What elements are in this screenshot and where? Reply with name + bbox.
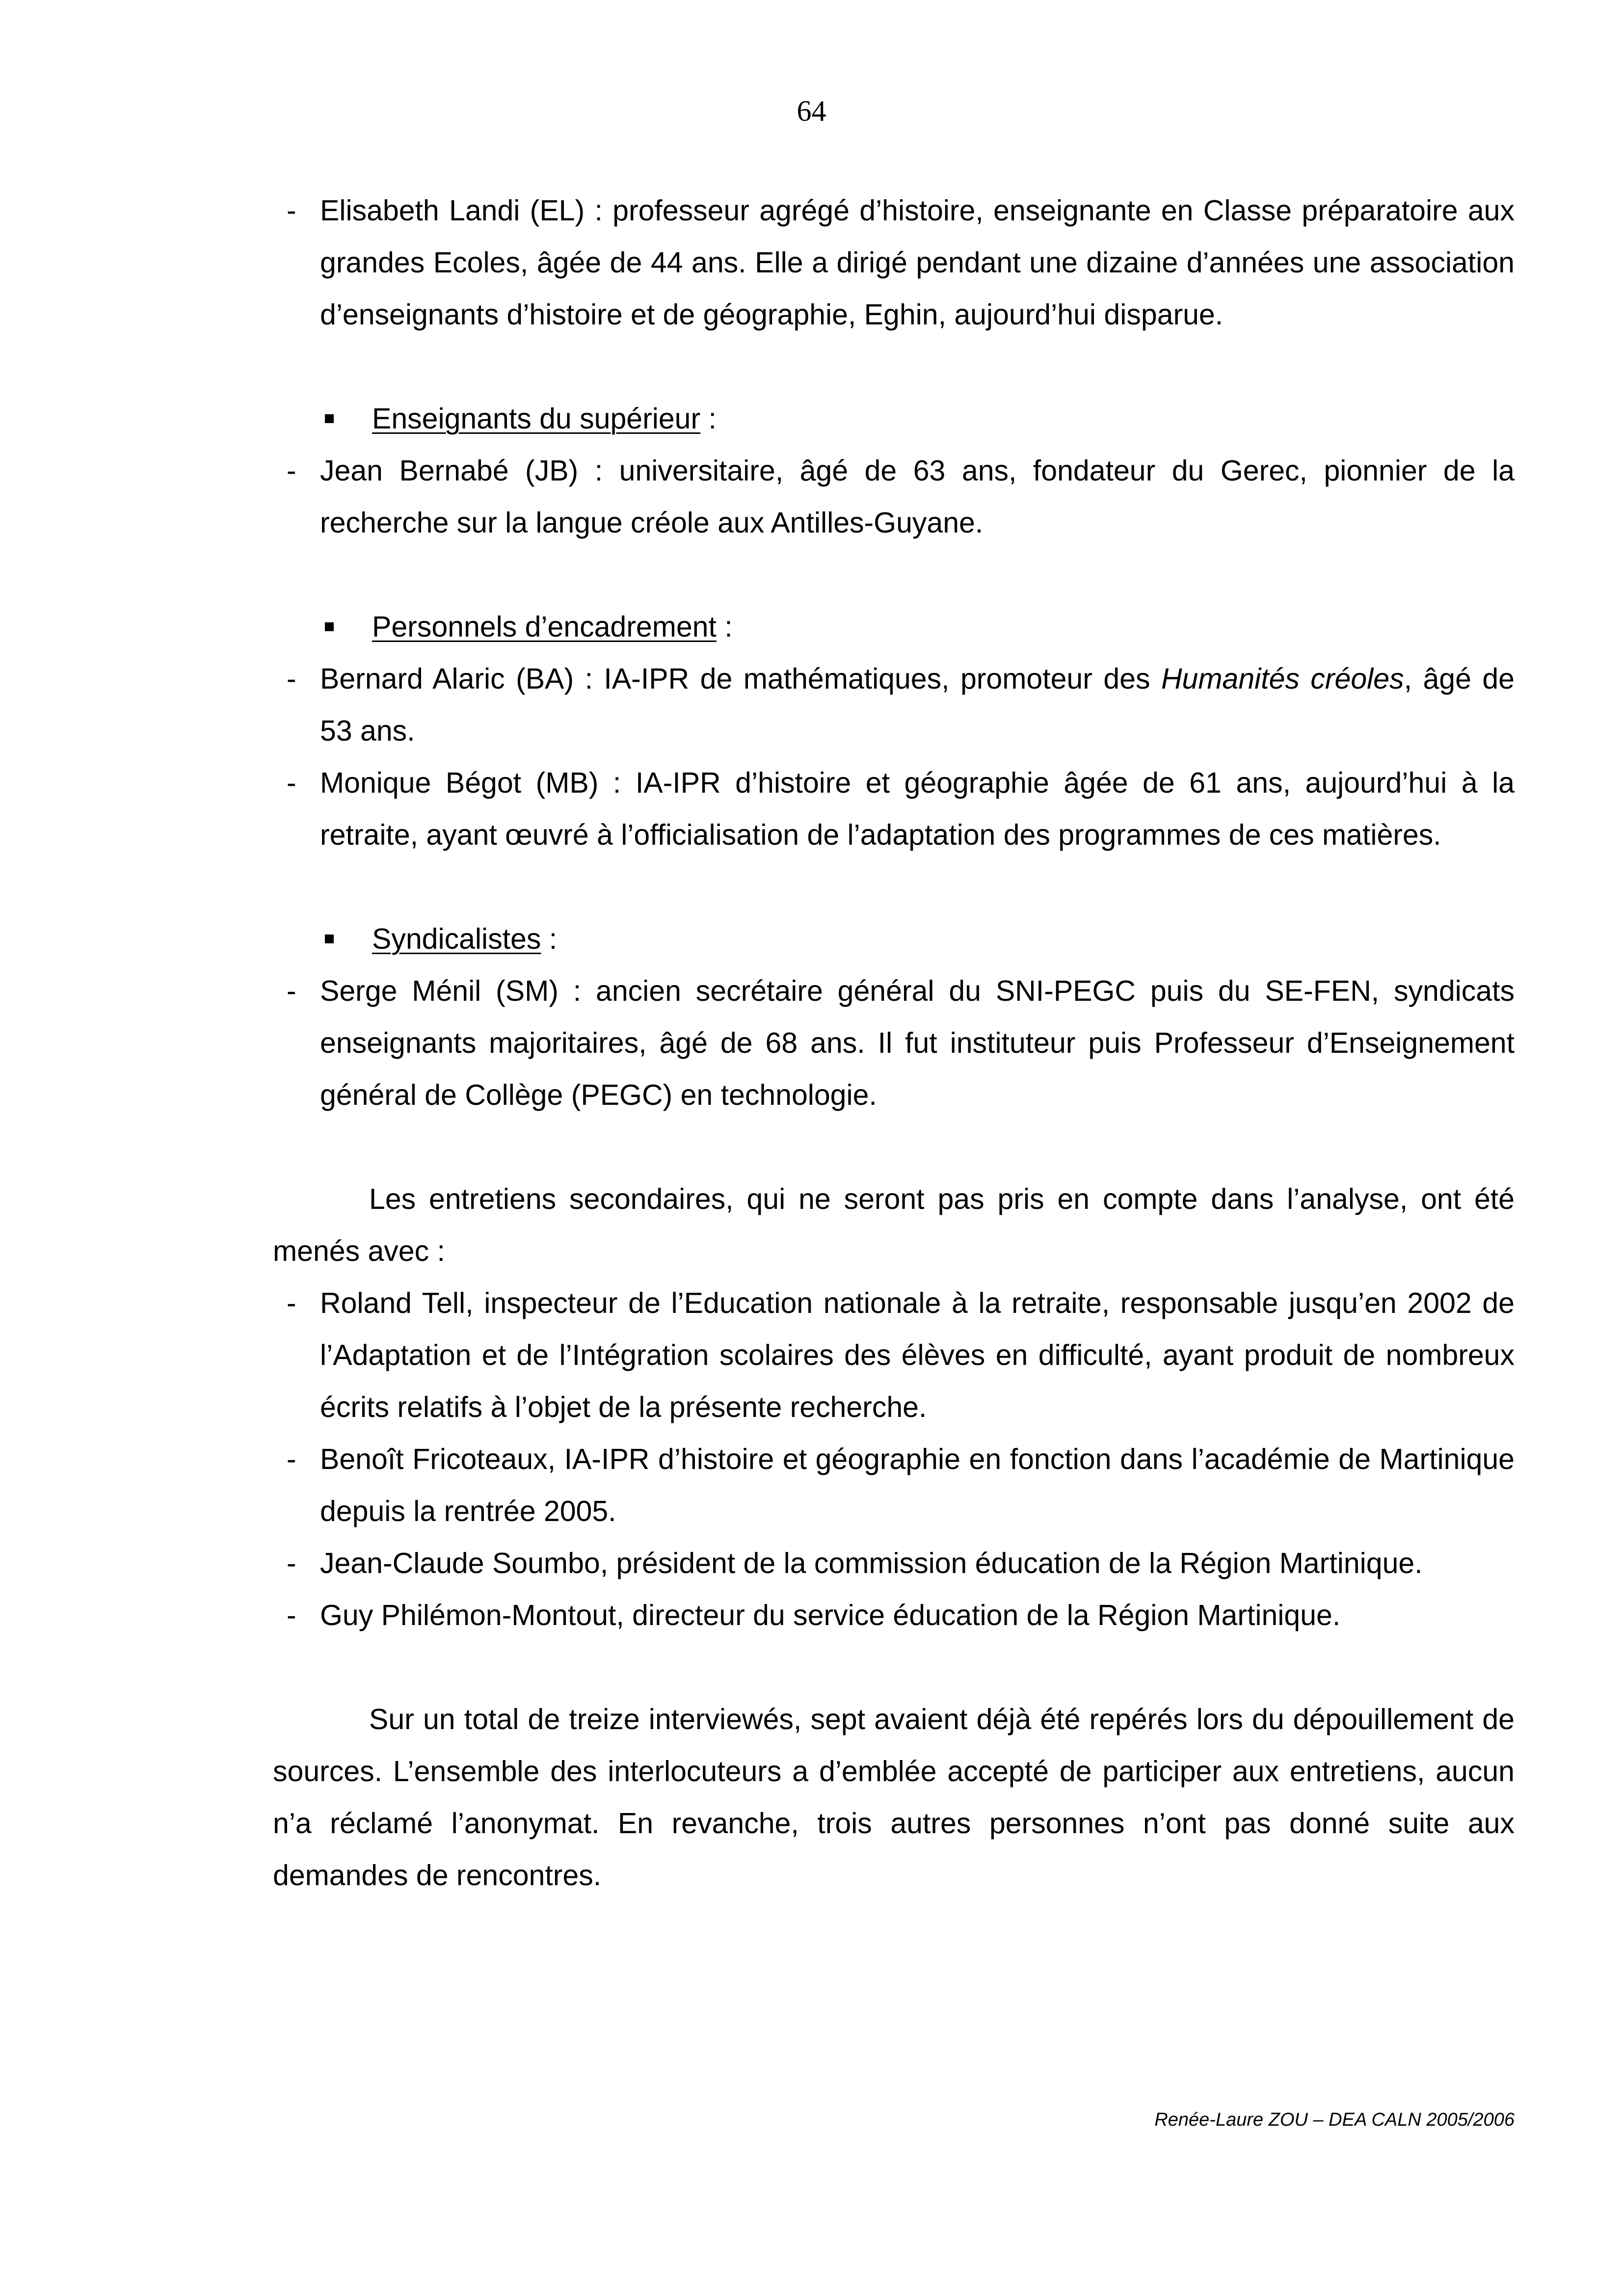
section-heading-suffix: :	[716, 611, 733, 643]
square-bullet-icon	[325, 414, 334, 423]
secondary-interviews-intro: Les entretiens secondaires, qui ne seront pas pris en compte dans l’analyse, ont été menés avec :	[273, 1183, 1515, 1267]
page-number: 64	[797, 95, 826, 127]
list-item-text: Benoît Fricoteaux, IA-IPR d’histoire et géographie en fonction dans l’académie de Martinique depuis la rentrée 2005.	[320, 1443, 1515, 1527]
list-item-text-end: , âgé de 53 ans.	[320, 663, 1515, 747]
dash-marker: -	[287, 663, 296, 695]
list-item-text: Bernard Alaric (BA) : IA-IPR de mathématiques, promoteur des	[320, 663, 1161, 695]
list-item-jean-claude-soumbo	[273, 1537, 1515, 1589]
list-item-text: Jean Bernabé (JB) : universitaire, âgé de 63 ans, fondateur du Gerec, pionnier de la recherche sur la langue créole aux Antilles-Guyane.	[320, 454, 1515, 539]
section-heading-suffix: :	[700, 402, 717, 435]
section-heading-personnels-encadrement	[273, 601, 1515, 653]
dash-marker: -	[287, 975, 296, 1007]
dash-marker: -	[287, 454, 296, 487]
dash-marker: -	[287, 1443, 296, 1475]
section-heading-label: Syndicalistes	[372, 923, 541, 955]
list-item-serge-menil	[273, 965, 1515, 1121]
list-item-guy-philemon-montout	[273, 1589, 1515, 1641]
square-bullet-icon	[325, 622, 334, 631]
section-heading-label: Enseignants du supérieur	[372, 402, 701, 435]
list-item-roland-tell	[273, 1277, 1515, 1433]
list-item-benoit-fricoteaux	[273, 1433, 1515, 1537]
page-footer: Renée-Laure ZOU – DEA CALN 2005/2006	[1154, 2109, 1515, 2130]
list-item-text: Guy Philémon-Montout, directeur du service éducation de la Région Martinique.	[320, 1599, 1341, 1631]
list-item-bernard-alaric	[273, 653, 1515, 757]
square-bullet-icon	[325, 934, 334, 943]
dash-marker: -	[287, 1599, 296, 1631]
closing-paragraph: Sur un total de treize interviewés, sept avaient déjà été repérés lors du dépouillement de sources. L’ensemble des interlocuteurs a d’emblée accepté de participer aux entretiens, aucun n’a réclamé l’anonymat. En revanche, trois autres personnes n’ont pas donné suite aux demandes de rencontres.	[273, 1703, 1515, 1892]
section-heading-suffix: :	[541, 923, 558, 955]
dash-marker: -	[287, 194, 296, 227]
section-heading-label: Personnels d’encadrement	[372, 611, 717, 643]
list-item-text: Monique Bégot (MB) : IA-IPR d’histoire et géographie âgée de 61 ans, aujourd’hui à la retraite, ayant œuvré à l’officialisation de l’adaptation des programmes de ces matières.	[320, 767, 1515, 851]
list-item-elisabeth-landi	[273, 185, 1515, 341]
list-item-monique-begot	[273, 757, 1515, 861]
list-item-text: Roland Tell, inspecteur de l’Education nationale à la retraite, responsable jusqu’en 2002 de l’Adaptation et de l’Intégration scolaires des élèves en difficulté, ayant produit de nombreux écrits relatifs à l’objet de la présente recherche.	[320, 1287, 1515, 1423]
document-body	[273, 185, 1515, 1901]
section-heading-syndicalistes	[273, 913, 1515, 965]
list-item-text: Jean-Claude Soumbo, président de la commission éducation de la Région Martinique.	[320, 1547, 1423, 1579]
italic-title: Humanités créoles	[1161, 663, 1404, 695]
dash-marker: -	[287, 767, 296, 799]
section-heading-enseignants-superieur	[273, 393, 1515, 445]
dash-marker: -	[287, 1287, 296, 1319]
list-item-text: Elisabeth Landi (EL) : professeur agrégé d’histoire, enseignante en Classe préparatoire aux grandes Ecoles, âgée de 44 ans. Elle a dirigé pendant une dizaine d’années une association d’enseignants d’histoire et de géographie, Eghin, aujourd’hui disparue.	[320, 194, 1515, 331]
list-item-jean-bernabe	[273, 445, 1515, 549]
list-item-text: Serge Ménil (SM) : ancien secrétaire général du SNI-PEGC puis du SE-FEN, syndicats enseignants majoritaires, âgé de 68 ans. Il fut instituteur puis Professeur d’Enseignement général de Collège (PEGC) en technologie.	[320, 975, 1515, 1111]
dash-marker: -	[287, 1547, 296, 1579]
